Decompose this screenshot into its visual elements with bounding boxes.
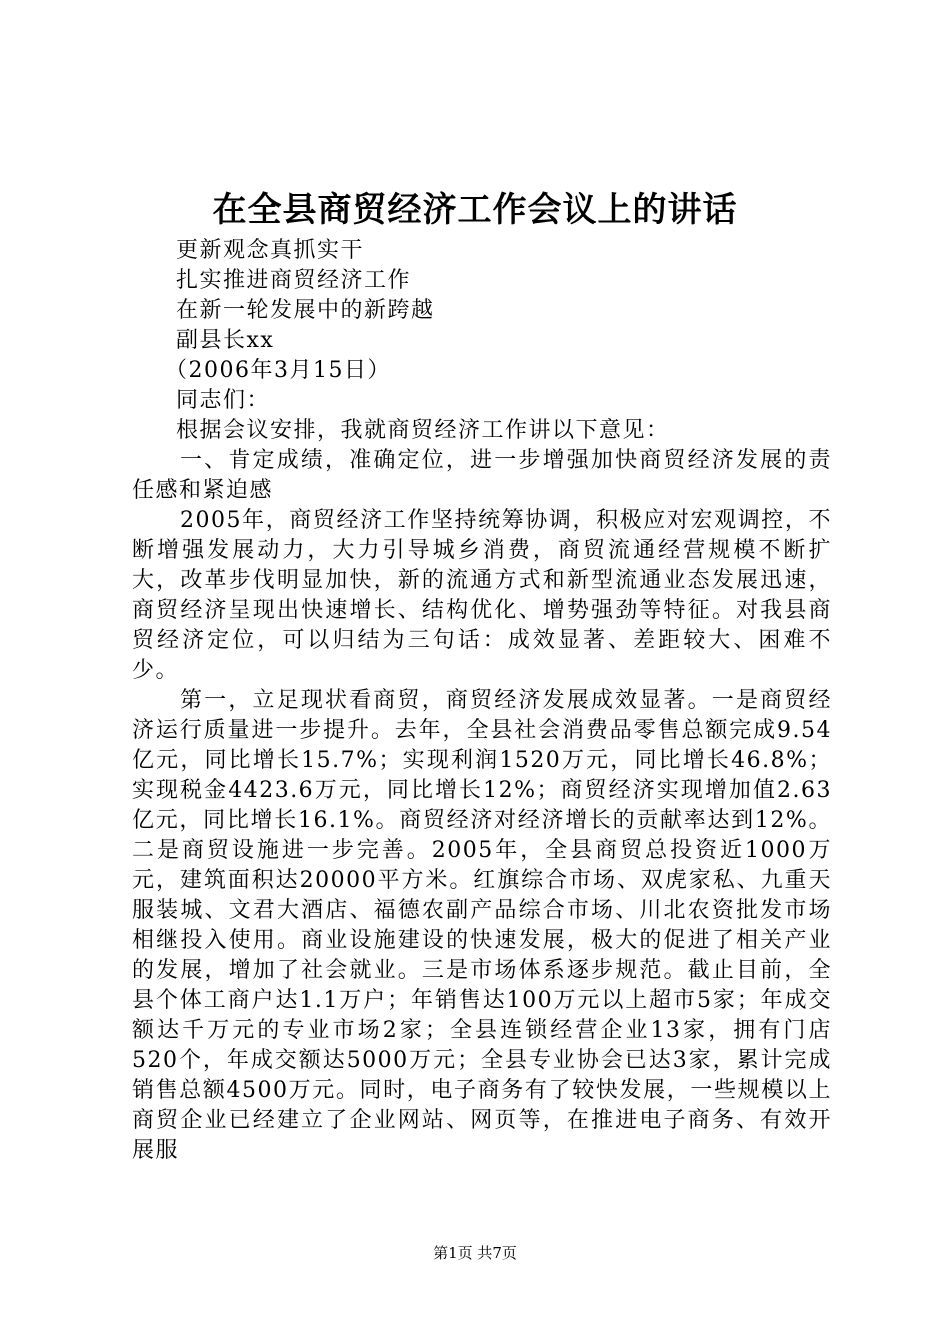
subtitle-line: 在新一轮发展中的新跨越 [176,298,435,323]
salutation: 同志们： [176,388,271,413]
subtitle-line: 更新观念真抓实干 [176,238,365,263]
page-footer: 第1页 共7页 [433,1244,517,1262]
intro-paragraph: 根据会议安排，我就商贸经济工作讲以下意见： [176,418,670,443]
speaker-line: 副县长xx [176,328,275,353]
body-paragraph: 第一，立足现状看商贸，商贸经济发展成效显著。一是商贸经济运行质量进一步提升。去年，全县社会消费品零售总额完成9.54亿元，同比增长15.7%；实现利润1520万元，同比增长46.8%；实现税金4423.6万元，同比增长12%；商贸经济实现增加值2.63亿元，同比增长16.1%。商贸经济对经济增长的贡献率达到12%。二是商贸设施进一步完善。2005年，全县商贸总投资近1000万元，建筑面积达20000平方米。红旗综合市场、双虎家私、九重天服装城、文君大酒店、福德农副产品综合市场、川北农资批发市场相继投入使用。商业设施建设的快速发展，极大的促进了相关产业的发展，增加了社会就业。三是市场体系逐步规范。截止目前，全县个体工商户达1.1万户；年销售达100万元以上超市5家；年成交额达千万元的专业市场2家；全县连锁经营企业13家，拥有门店520个，年成交额达5000万元；全县专业协会已达3家，累计完成销售总额4500万元。同时，电子商务有了较快发展，一些规模以上商贸企业已经建立了企业网站、网页等，在推进电子商务、有效开展服 [132,688,832,1163]
section-heading: 一、肯定成绩，准确定位，进一步增强加快商贸经济发展的责任感和紧迫感 [132,448,832,503]
subtitle-line: 扎实推进商贸经济工作 [176,268,412,293]
document-body [132,236,832,1166]
date-line: （2006年3月15日） [165,358,391,383]
document-title: 在全县商贸经济工作会议上的讲话 [212,190,738,230]
body-paragraph: 2005年，商贸经济工作坚持统筹协调，积极应对宏观调控，不断增强发展动力，大力引导城乡消费，商贸流通经营规模不断扩大，改革步伐明显加快，新的流通方式和新型流通业态发展迅速，商贸经济呈现出快速增长、结构优化、增势强劲等特征。对我县商贸经济定位，可以归结为三句话：成效显著、差距较大、困难不少。 [132,508,832,683]
